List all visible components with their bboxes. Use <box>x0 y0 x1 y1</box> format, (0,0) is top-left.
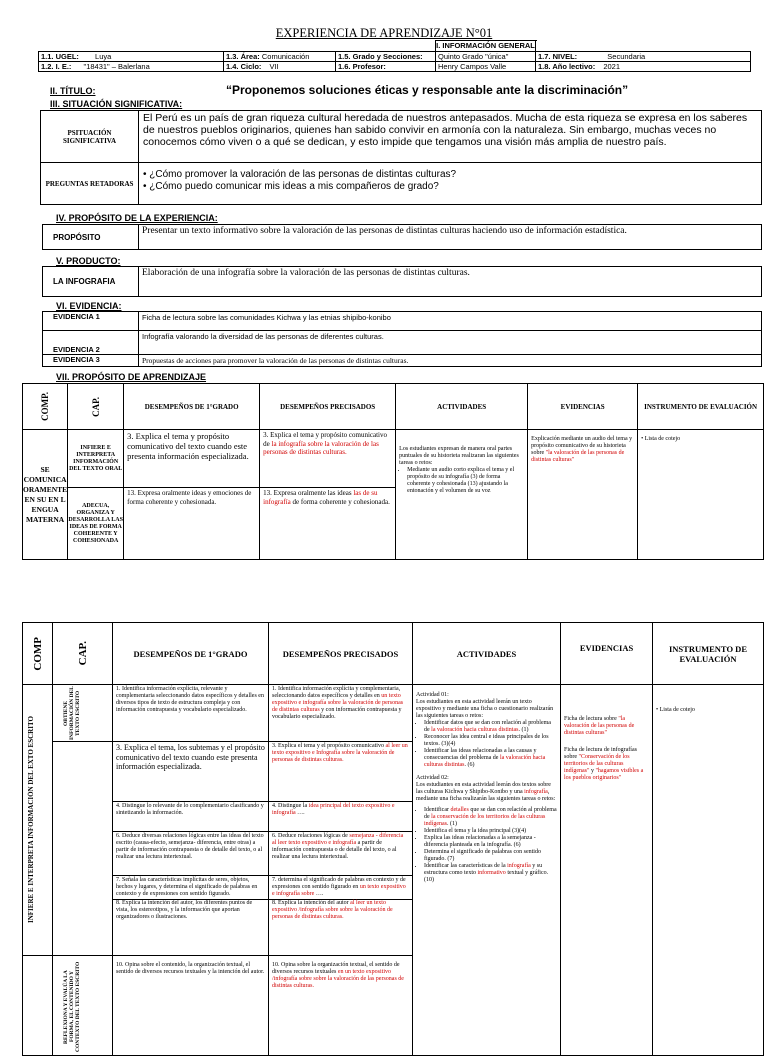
general-info-table <box>38 40 751 72</box>
header-precisados: DESEMPEÑOS PRECISADOS <box>269 623 413 685</box>
instrumento-oral: • Lista de cotejo <box>638 430 764 560</box>
actividades-oral: Los estudiantes expresan de manera oral partes puntuales de su historieta realizaran las siguientes tareas o retos: • Mediante un audio corto explica el tema y el propósito de su infografía (3) de forma coherente y cohesionada (13) ajustando la entonación y el volumen de su voz <box>396 430 528 560</box>
situacion-text: El Perú es un país de gran riqueza cultural heredada de nuestros antepasados. Mucha de esta riqueza se expresa en los saberes de nuestros pueblos originarios, quienes han sabido convivir en armonía con la naturaleza. Sin embargo, muchas veces no conocemos cómo viven o a qué se dedican, y esto impide que tengamos una visión más amplia de nuestro país. <box>139 111 762 163</box>
evidencia-row <box>43 312 762 331</box>
evidencia-heading: VI. EVIDENCIA: <box>56 301 122 311</box>
instrumento-escrito: • Lista de cotejo <box>653 685 764 1056</box>
evidencia-label: EVIDENCIA 1 <box>43 312 139 331</box>
producto-table <box>42 266 762 297</box>
preguntas-label: PREGUNTAS RETADORAS <box>41 163 139 205</box>
precisado-7-8: 7. determina el significado de palabras en contexto y de expresiones con sentido figurado en un texto expositivo e infografía sobre …. 8. Explica la intención del autor al leer un texto expositivo /infografía sobre sobre la valoración de personas de distintas culturas. <box>269 876 413 956</box>
precisado-10: 10. Opina sobre la organización textual, el sentido de diversos recursos textuales en un texto expositivo /infografía sobre sobre la valoración de las personas de distintas culturas. <box>269 956 413 1056</box>
desempeno-1: 1. Identifica información explícita, relevante y complementaria seleccionando datos específicos y detalles en diversos tipos de texto de estructura compleja y con información contrapuesta y vocabulario especializado. <box>113 685 269 742</box>
actividades-escrito: Actividad 01: Los estudiantes en esta actividad leerán un texto expositivo y mediante una ficha o cuestionario realizarán las siguientes tareas o retos: • Identificar datos que se dan con relación al problema de la valoración hacia culturas distintas. (1) • Reconocer las idea central e ideas principales de los textos. (3)(4) • Identificar las ideas relacionadas a las causas y consecuencias del problema de la valoración hacia culturas distintas. (6) Actividad 02: Los estudiantes en esta actividad leerán dos textos sobre las culturas Kichwa y Shipibo-Konibo y una infografía, mediante una ficha realizarán las siguientes tareas o retos: • Identificar detalles que se dan con relación al problema de la conservación de los territorios de las culturas indígenas. (1) • Identifica el tema y la idea principal (3)(4) • Explica las ideas relacionadas a la semejanza - diferencia planteada en la infografía. (6) • Determina el significado de palabras con sentido figurado. (7) • Identificar las características de la infografía y su estructura como texto informativo textual y gráfico. (10) <box>413 685 561 1056</box>
precisado-3: 3. Explica el tema y propósito comunicativo de la infografía sobre la valoración de las personas de distintas culturas. <box>260 430 396 488</box>
ciclo-value: VII <box>269 62 279 71</box>
capacidad-obtiene: OBTIENE INFORMACIÓN DEL TEXTO ESCRITO <box>53 685 113 742</box>
capacidad-reflexiona: REFLEXIONA Y EVALÚA LA FORMA, EL CONTENIDO Y CONTEXTO DEL TEXTO ESCRITO <box>53 956 113 1056</box>
proposito-text: Presentar un texto informativo sobre la valoración de las personas de distintas culturas haciendo uso de información estadística. <box>139 225 762 250</box>
header-desempenos: DESEMPEÑOS DE 1°GRADO <box>124 384 260 430</box>
grado-label: 1.5. Grado y Secciones: <box>338 52 423 61</box>
nivel-label: 1.7. NIVEL: <box>538 52 578 61</box>
prof-label: 1.6. Profesor: <box>338 62 386 71</box>
grado-value: Quinto Grado "única" <box>436 52 536 62</box>
evidencia-label: EVIDENCIA 2 <box>43 331 139 355</box>
ugel-label: 1.1. UGEL: <box>41 52 79 61</box>
evidencia-label: EVIDENCIA 3 <box>43 355 139 367</box>
evidencias-escrito: Ficha de lectura sobre "la valoración de las personas de distintas culturas" Ficha de lectura de infografías sobre "Conservación de los territorios de las culturas indígenas" y "hagamos visibles a los pueblos originarios" <box>561 685 653 1056</box>
producto-text: Elaboración de una infografía sobre la valoración de las personas de distintas culturas. <box>139 267 762 297</box>
capacidad-adecua: ADECUA, ORGANIZA Y DESARROLLA LAS IDEAS DE FORMA COHERENTE Y COHESIONADA <box>68 488 124 560</box>
ie-value: "18431" – Balerlana <box>83 62 150 71</box>
anio-value: 2021 <box>603 62 621 71</box>
area-label: 1.3. Área: <box>226 52 260 61</box>
capacidad-infiere-escrito <box>53 742 113 956</box>
ugel-value: Luya <box>95 52 112 61</box>
capacidad-infiere: INFIERE E INTERPRETA INFORMACIÓN DEL TEXTO ORAL <box>68 430 124 488</box>
pregunta-2: • ¿Cómo puedo comunicar mis ideas a mis compañeros de grado? <box>143 181 439 192</box>
producto-label: LA INFOGRAFIA <box>43 267 139 297</box>
header-comp: COMP <box>23 623 53 685</box>
competencia-escrito: INFIERE E INTERPRETA INFORMACIÓN DEL EXTO ESCRITO <box>23 685 53 956</box>
header-actividades: ACTIVIDADES <box>413 623 561 685</box>
header-cap: CAP. <box>68 384 124 430</box>
desempeno-3-escrito: 3. Explica el tema, los subtemas y el propósito comunicativo del texto cuando este presenta información especializada. <box>113 742 269 802</box>
evidencia-row <box>43 331 762 355</box>
page-title: EXPERIENCIA DE APRENDIZAJE N°01 <box>275 26 493 40</box>
header-instrumento: INSTRUMENTO DE EVALUACIÓN <box>653 623 764 685</box>
header-comp: COMP. <box>23 384 68 430</box>
nivel-value: Secundaria <box>607 52 646 61</box>
anio-label: 1.8. Año lectivo: <box>538 62 596 71</box>
evidencias-table <box>42 311 762 367</box>
situacion-label: PSITUACIÓN SIGNIFICATIVA <box>41 111 139 163</box>
header-evidencias: EVIDENCIAS <box>561 623 653 685</box>
header-cap: CAP. <box>53 623 113 685</box>
header-evidencias: EVIDENCIAS <box>528 384 638 430</box>
header-actividades: ACTIVIDADES <box>396 384 528 430</box>
header-instrumento: INSTRUMENTO DE EVALUACIÓN <box>638 384 764 430</box>
precisado-3-escrito: 3. Explica el tema y el propósito comunicativo al leer un texto expositivo e Infografía sobre la valoración de personas de distintas culturas. <box>269 742 413 802</box>
general-info-heading: I. INFORMACIÓN GENERAL <box>436 41 535 50</box>
aprendizaje-heading: VII. PROPÓSITO DE APRENDIZAJE <box>56 372 207 382</box>
header-desempenos: DESEMPEÑOS DE 1°GRADO <box>113 623 269 685</box>
titulo-text: “Proponemos soluciones éticas y responsable ante la discriminación” <box>226 83 629 97</box>
proposito-label: PROPÓSITO <box>43 225 139 250</box>
titulo-label: II. TÍTULO: <box>50 86 96 96</box>
area-value: Comunicación <box>261 52 310 61</box>
ie-label: 1.2. I. E.: <box>41 62 72 71</box>
precisado-6: 6. Deduce relaciones lógicas de semejanza - diferencia al leer texto expositivo e infografía a partir de información contrapuesta o de detalle del texto, o al realizar una lectura intertextual. <box>269 832 413 876</box>
evidencia-oral: Explicación mediante un audio del tema y propósito comunicativo de su historieta sobre "la valoración de las personas de distintas culturas" <box>528 430 638 560</box>
producto-heading: V. PRODUCTO: <box>56 256 121 266</box>
proposito-table <box>42 224 762 250</box>
prof-value: Henry Campos Valle <box>436 62 536 72</box>
desempeno-3: 3. Explica el tema y propósito comunicativo del texto cuando este presenta información especializada. <box>124 430 260 488</box>
evidencia-text: Infografía valorando la diversidad de las personas de diferentes culturas. <box>139 331 762 355</box>
situacion-heading: III. SITUACIÓN SIGNIFICATIVA: <box>50 99 183 109</box>
ciclo-label: 1.4. Ciclo: <box>226 62 262 71</box>
precisado-13: 13. Expresa oralmente las ideas las de su infografía de forma coherente y cohesionada. <box>260 488 396 560</box>
header-precisados: DESEMPEÑOS PRECISADOS <box>260 384 396 430</box>
precisado-1: 1. Identifica información explícita y complementaria, seleccionando datos específicos y detalles en un texto expositivo e infografía sobre la valoración de personas de distintas culturas y con información contrapuesta y vocabulario especializado. <box>269 685 413 742</box>
situacion-table <box>40 110 762 205</box>
desempeno-13: 13. Expresa oralmente ideas y emociones de forma coherente y cohesionada. <box>124 488 260 560</box>
evidencia-text: Propuestas de acciones para promover la valoración de las personas de distintas culturas. <box>139 355 762 367</box>
pregunta-1: • ¿Cómo promover la valoración de las personas de distintas culturas? <box>143 169 457 180</box>
precisado-4: 4. Distingue la idea principal del texto expositivo e infografía …. <box>269 802 413 832</box>
learning-table-written <box>22 622 764 1056</box>
learning-table-oral <box>22 383 764 560</box>
evidencia-row <box>43 355 762 367</box>
competencia-oral: SE COMUNICA ORAMENTE EN SU EN L ENGUA MATERNA <box>23 430 68 560</box>
evidencia-text: Ficha de lectura sobre las comunidades Kichwa y las etnias shipibo-konibo <box>139 312 762 331</box>
proposito-heading: IV. PROPÓSITO DE LA EXPERIENCIA: <box>56 213 218 223</box>
desempeno-6: 6. Deduce diversas relaciones lógicas entre las ideas del texto escrito (causa-efecto, semejanza- diferencia, entre otras) a partir de información contrapuesta o de detalle del texto, o al realizar una lectura intertextual. <box>113 832 269 876</box>
desempeno-10: 10. Opina sobre el contenido, la organización textual, el sentido de diversos recursos textuales y la intención del autor. <box>113 956 269 1056</box>
desempeno-7-8: 7. Señala las características implícitas de seres, objetos, hechos y lugares, y determina el significado de palabras en contexto y de expresiones con sentido figurado. 8. Explica la intención del autor, los diferentes puntos de vista, los estereotipos, y la información que aportan organizadores o ilustraciones. <box>113 876 269 956</box>
desempeno-4: 4. Distingue lo relevante de lo complementario clasificando y sintetizando la información. <box>113 802 269 832</box>
